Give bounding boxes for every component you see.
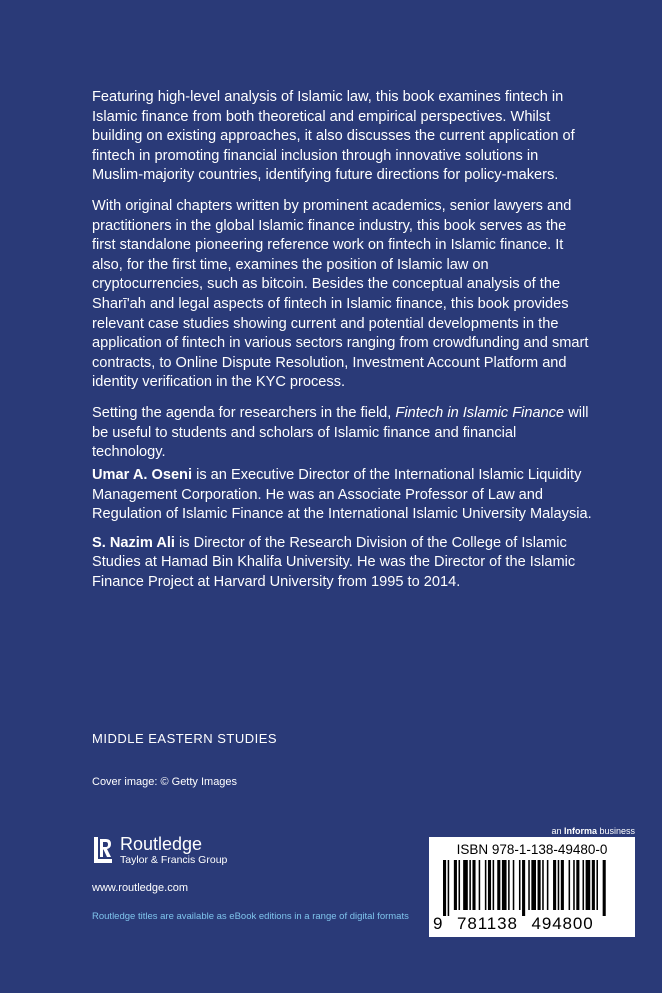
routledge-logo (92, 835, 227, 867)
barcode-bar (592, 860, 595, 910)
cover-image-credit: Cover image: © Getty Images (92, 776, 238, 788)
barcode-bar (573, 860, 575, 910)
book-title-italic: Fintech in Islamic Finance (395, 404, 565, 421)
barcode-bar (459, 860, 461, 910)
author-name-1: Umar A. Oseni (92, 467, 193, 483)
ean-first-digit: 9 (433, 914, 444, 933)
paragraph-3-tail: will be useful to students and scholars of Islamic finance and financial technology. (92, 404, 589, 461)
informa-prefix: an (551, 826, 564, 836)
barcode-bar (583, 860, 585, 910)
barcode-bar (596, 860, 598, 910)
barcode-bar (497, 860, 500, 910)
barcode-bar (538, 860, 541, 910)
barcode-bar (558, 860, 560, 910)
barcode-bar (469, 860, 471, 910)
author-bio-2 (92, 534, 592, 593)
barcode-bar (576, 860, 579, 910)
publisher-group: Taylor & Francis Group (120, 854, 228, 866)
barcode-bar (488, 860, 491, 910)
barcode-bars (443, 860, 623, 916)
informa-name: Informa (563, 826, 597, 836)
description-paragraph-1: Featuring high-level analysis of Islamic law, this book examines fintech in Islamic finance from both theoretical and empirical perspectives. Whilst building on existing approaches, it also discusses the current application of fintech in promoting financial inclusion through innovative solutions in Muslim-majority countries, identifying future directions for policy-makers. (92, 89, 575, 184)
barcode-bar (553, 860, 556, 910)
informa-suffix: business (596, 826, 635, 836)
isbn-barcode (429, 837, 635, 937)
barcode-bar (561, 860, 564, 910)
book-description (92, 88, 592, 474)
barcode-bar (493, 860, 495, 910)
barcode-bar (528, 860, 530, 910)
barcode-bar (513, 860, 515, 910)
author-bio-text-2: is Director of the Research Division of the College of Islamic Studies at Hamad Bin Khalifa University. He was the Director of the Islamic Finance Project at Harvard University from 1995 to 2014. (92, 534, 576, 590)
barcode-bar (542, 860, 544, 910)
barcode-bar (472, 860, 475, 910)
isbn-number: ISBN 978-1-138-49480-0 (456, 842, 608, 857)
description-paragraph-2: With original chapters written by prominent academics, senior lawyers and practitioners in the global Islamic finance industry, this book serves as the first standalone pioneering reference work on fintech in Islamic finance. It also, for the first time, examines the position of Islamic law on cryptocurrencies, such as bitcoin. Besides the conceptual analysis of the Sharī'ah and legal aspects of fintech in Islamic finance, this book provides relevant case studies showing current and potential developments in the application of fintech in various sectors ranging from crowdfunding and smart contracts, to Online Dispute Resolution, Investment Account Platform and identity verification in the KYC process. (92, 197, 589, 391)
barcode-bar (508, 860, 510, 910)
author-bio-text-1: is an Executive Director of the International Islamic Liquidity Management Corporation. He was an Associate Professor of Law and Regulation of Islamic Finance at the International Islamic University Malaysia. (92, 467, 592, 523)
barcode-bar (463, 860, 468, 910)
barcode-bar (454, 860, 457, 910)
routledge-r-icon (92, 835, 114, 865)
informa-business-tag (551, 826, 635, 836)
ean-digits (433, 914, 633, 934)
ean-right-group: 494800 (531, 914, 594, 933)
ebook-availability-note: Routledge titles are available as eBook editions in a range of digital formats (92, 911, 409, 922)
series-label: MIDDLE EASTERN STUDIES (92, 731, 278, 746)
barcode-bar (586, 860, 591, 910)
publisher-website[interactable]: www.routledge.com (92, 882, 188, 894)
barcode-bar (519, 860, 521, 910)
barcode-bar (569, 860, 571, 910)
logo-wordmark (120, 835, 227, 867)
ean-left-group: 781138 (456, 914, 518, 933)
barcode-bar (443, 860, 446, 916)
barcode-bar (502, 860, 507, 910)
barcode-bar (531, 860, 536, 910)
barcode-bar (522, 860, 525, 916)
author-bios (92, 466, 592, 602)
barcode-bar (485, 860, 487, 910)
barcode-bar (547, 860, 549, 910)
publisher-name: Routledge (120, 834, 203, 854)
author-name-2: S. Nazim Ali (92, 534, 175, 551)
barcode-bar (479, 860, 481, 910)
description-paragraph-3 (92, 404, 592, 463)
barcode-bar (448, 860, 450, 916)
paragraph-3-lead: Setting the agenda for researchers in the field, (92, 404, 396, 421)
author-bio-1 (92, 466, 592, 525)
barcode-bar (603, 860, 606, 916)
